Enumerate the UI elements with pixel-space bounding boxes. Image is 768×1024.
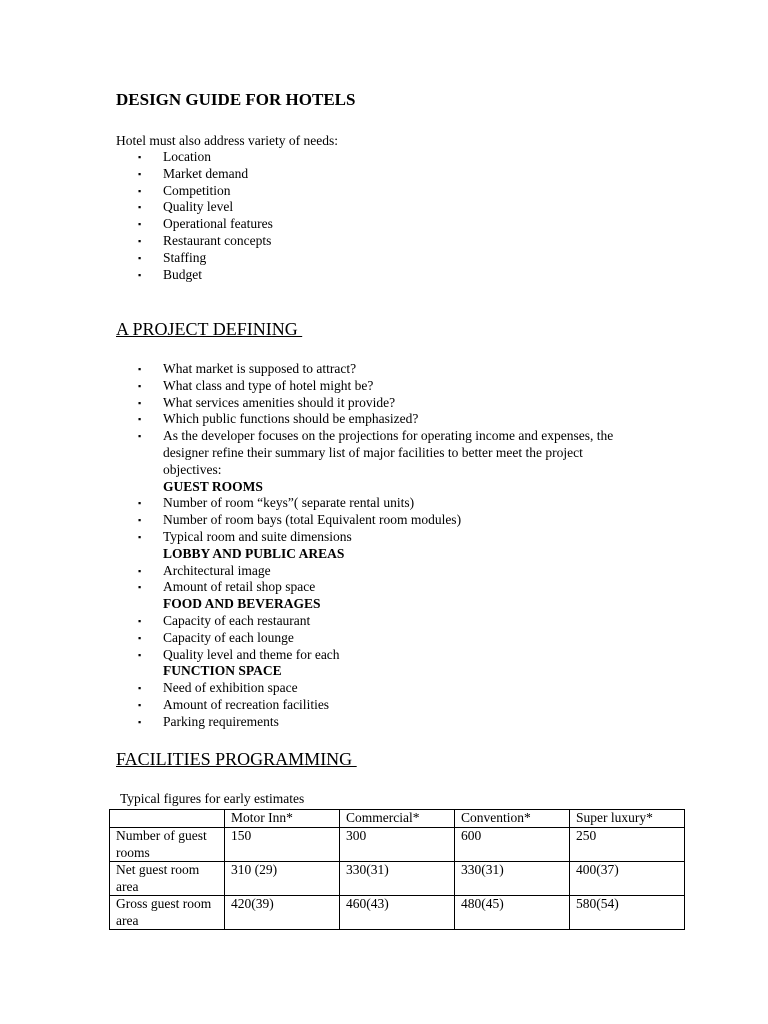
list-item-text: Competition [163,182,231,198]
bullet-icon: ▪ [138,515,142,526]
table-cell: 250 [570,828,685,862]
bullet-icon: ▪ [138,615,142,626]
list-item-text: Need of exhibition space [163,680,298,696]
table-header-cell: Super luxury* [570,810,685,828]
list-item [0,495,768,512]
bullet-icon: ▪ [138,397,142,408]
table-cell: 420(39) [225,896,340,930]
table-cell: 330(31) [455,862,570,896]
list-item-text: What market is supposed to attract? [163,361,357,376]
bullet-icon: ▪ [138,185,142,196]
table-cell: 460(43) [340,896,455,930]
list-item [0,395,768,412]
table-row [110,896,685,930]
list-item [0,680,768,697]
bullet-icon: ▪ [138,235,142,246]
bullet-icon: ▪ [138,649,142,660]
list-item-text: What services amenities should it provide? [163,394,396,410]
list-item [0,512,768,529]
bullet-icon: ▪ [138,582,142,593]
bullet-icon: ▪ [138,565,142,576]
table-cell: 580(54) [570,896,685,930]
table-cell: 150 [225,828,340,862]
list-item [0,216,768,233]
bullet-icon: ▪ [138,431,142,442]
bullet-icon: ▪ [138,269,142,280]
table-cell: 300 [340,828,455,862]
needs-list [0,149,768,283]
list-item [0,579,768,596]
food-beverages-heading: FOOD AND BEVERAGES [163,596,321,612]
list-item-text: Which public functions should be emphasized? [163,411,419,427]
table-header-cell: Motor Inn* [225,810,340,828]
table-header-cell: Commercial* [340,810,455,828]
list-item-text: Parking requirements [163,713,279,729]
list-item [0,361,768,378]
list-item [0,697,768,714]
intro-text: Hotel must also address variety of needs: [116,133,338,148]
facilities-table [109,809,685,930]
bullet-icon: ▪ [138,168,142,179]
bullet-icon: ▪ [138,699,142,710]
list-item [0,183,768,200]
table-cell: Net guest room area [110,862,225,896]
bullet-icon: ▪ [138,380,142,391]
list-item-text: Budget [163,266,202,282]
bullet-icon: ▪ [138,252,142,263]
list-item [0,428,768,478]
list-item [0,166,768,183]
table-header-cell: Convention* [455,810,570,828]
bullet-icon: ▪ [138,219,142,230]
table-cell: 600 [455,828,570,862]
bullet-icon: ▪ [138,531,142,542]
list-item [0,267,768,284]
table-row [110,828,685,862]
table-cell: 330(31) [340,862,455,896]
list-item [0,529,768,546]
bullet-icon: ▪ [138,683,142,694]
bullet-icon: ▪ [138,632,142,643]
table-cell: Gross guest room area [110,896,225,930]
list-item-text: Quality level [163,199,234,215]
table-cell: 480(45) [455,896,570,930]
table-header-cell [110,810,225,828]
list-item-text: Capacity of each restaurant [163,612,311,628]
facilities-programming-heading: FACILITIES PROGRAMMING [116,749,357,769]
list-item-text: Amount of retail shop space [163,579,316,595]
bullet-icon: ▪ [138,364,142,374]
list-item [0,613,768,630]
list-item-text: Staffing [163,249,207,265]
table-cell: Number of guest rooms [110,828,225,862]
table-cell: 310 (29) [225,862,340,896]
list-item-text: Capacity of each lounge [163,629,294,645]
project-defining-heading: A PROJECT DEFINING [116,319,303,339]
list-item [0,630,768,647]
bullet-icon: ▪ [138,716,142,727]
list-item-text: As the developer focuses on the projections for operating income and expenses, the designer refine their summary list of major facilities to better meet the project objectives: [163,428,614,477]
list-item [0,714,768,731]
guest-rooms-heading: GUEST ROOMS [163,478,263,494]
table-cell: 400(37) [570,862,685,896]
list-item-text: Amount of recreation facilities [163,696,330,712]
list-item-text: Market demand [163,165,249,181]
document-title: DESIGN GUIDE FOR HOTELS [116,90,356,109]
lobby-heading: LOBBY AND PUBLIC AREAS [163,545,345,561]
list-item-text: What class and type of hotel might be? [163,377,374,393]
list-item-text: Number of room “keys”( separate rental units) [163,495,415,511]
bullet-icon: ▪ [138,498,142,509]
bullet-icon: ▪ [138,414,142,425]
list-item [0,411,768,428]
list-item-text: Number of room bays (total Equivalent room modules) [163,512,462,528]
list-item-text: Quality level and theme for each [163,646,340,662]
bullet-icon: ▪ [138,202,142,213]
list-item-text: Architectural image [163,562,271,578]
list-item [0,378,768,395]
bullet-icon: ▪ [138,152,142,162]
list-item-text: Typical room and suite dimensions [163,528,352,544]
function-space-heading: FUNCTION SPACE [163,663,282,679]
list-item [0,250,768,267]
table-caption: Typical figures for early estimates [120,791,305,806]
list-item-text: Location [163,149,211,164]
list-item-text: Operational features [163,216,273,232]
list-item [0,563,768,580]
list-item [0,199,768,216]
list-item [0,149,768,166]
project-list [0,361,768,731]
table-row [110,862,685,896]
list-item [0,233,768,250]
list-item-text: Restaurant concepts [163,232,272,248]
list-item [0,647,768,664]
table-header-row [110,810,685,828]
